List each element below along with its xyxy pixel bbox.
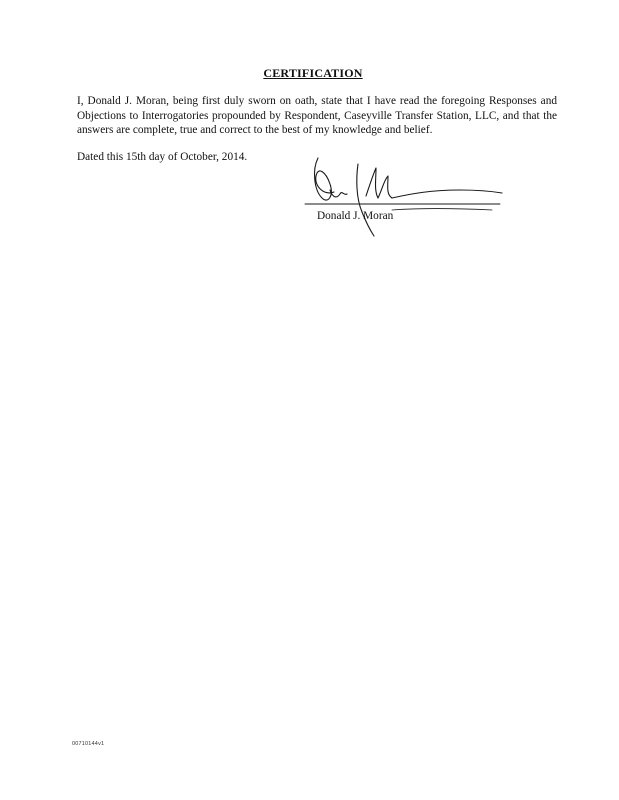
document-title: CERTIFICATION [263,66,363,80]
document-id: 00710144v1 [72,741,105,747]
signer-name: Donald J. Moran [317,210,394,222]
handwritten-signature [300,150,510,240]
certification-paragraph: I, Donald J. Moran, being first duly sworn on oath, state that I have read the foregoing Responses and Objections to Interrogatories propounded by Respondent, Caseyville Transfer Station, LLC, and that the answers are complete, true and correct to the best of my knowledge and belief. [77,95,557,136]
dated-line: Dated this 15th day of October, 2014. [77,151,248,163]
